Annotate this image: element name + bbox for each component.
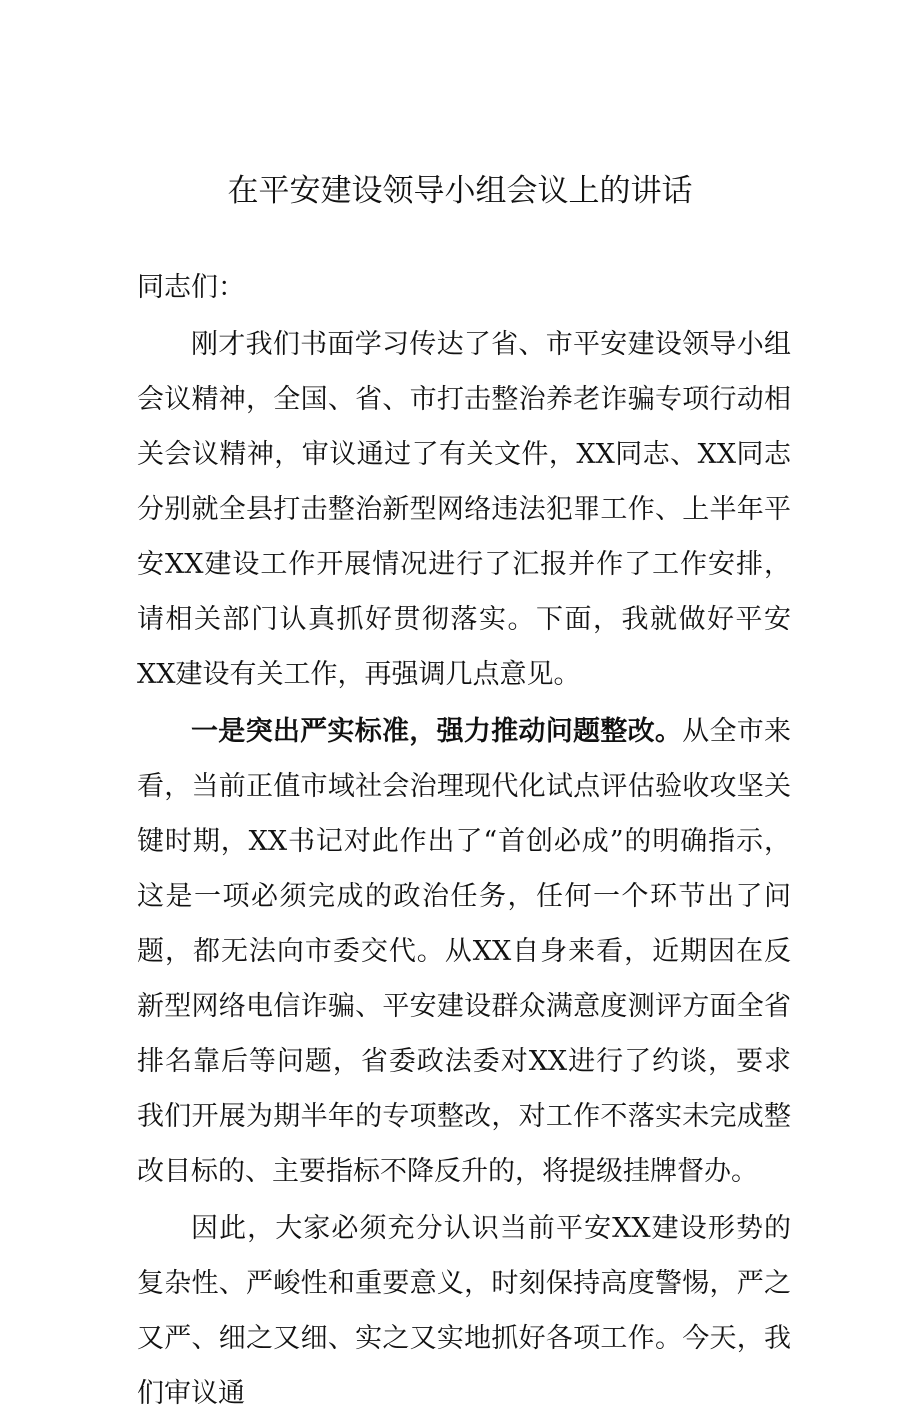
paragraph-3: 因此，大家必须充分认识当前平安XX建设形势的复杂性、严峻性和重要意义，时刻保持高度警惕，严之又严、细之又细、实之又实地抓好各项工作。今天，我们审议通 [137,1213,791,1409]
greeting: 同志们： [137,272,245,303]
paragraph-1: 刚才我们书面学习传达了省、市平安建设领导小组会议精神，全国、省、市打击整治养老诈骗专项行动相关会议精神，审议通过了有关文件，XX同志、XX同志分别就全县打击整治新型网络违法犯罪工作、上半年平安XX建设工作开展情况进行了汇报并作了工作安排，请相关部门认真抓好贯彻落实。下面，我就做好平安XX建设有关工作，再强调几点意见。 [137,329,791,690]
paragraph-2-lead: 一是突出严实标准，强力推动问题整改。 [191,716,683,747]
paragraph-2-text: 从全市来看，当前正值市域社会治理现代化试点评估验收攻坚关键时期，XX书记对此作出了“首创必成”的明确指示，这是一项必须完成的政治任务，任何一个环节出了问题，都无法向市委交代。从XX自身来看，近期因在反新型网络电信诈骗、平安建设群众满意度测评方面全省排名靠后等问题，省委政法委对XX进行了约谈，要求我们开展为期半年的专项整改，对工作不落实未完成整改目标的、主要指标不降反升的，将提级挂牌督办。 [137,716,792,1187]
document-body [137,260,791,1421]
paragraph-2 [137,704,791,1199]
document-title: 在平安建设领导小组会议上的讲话 [227,173,693,209]
